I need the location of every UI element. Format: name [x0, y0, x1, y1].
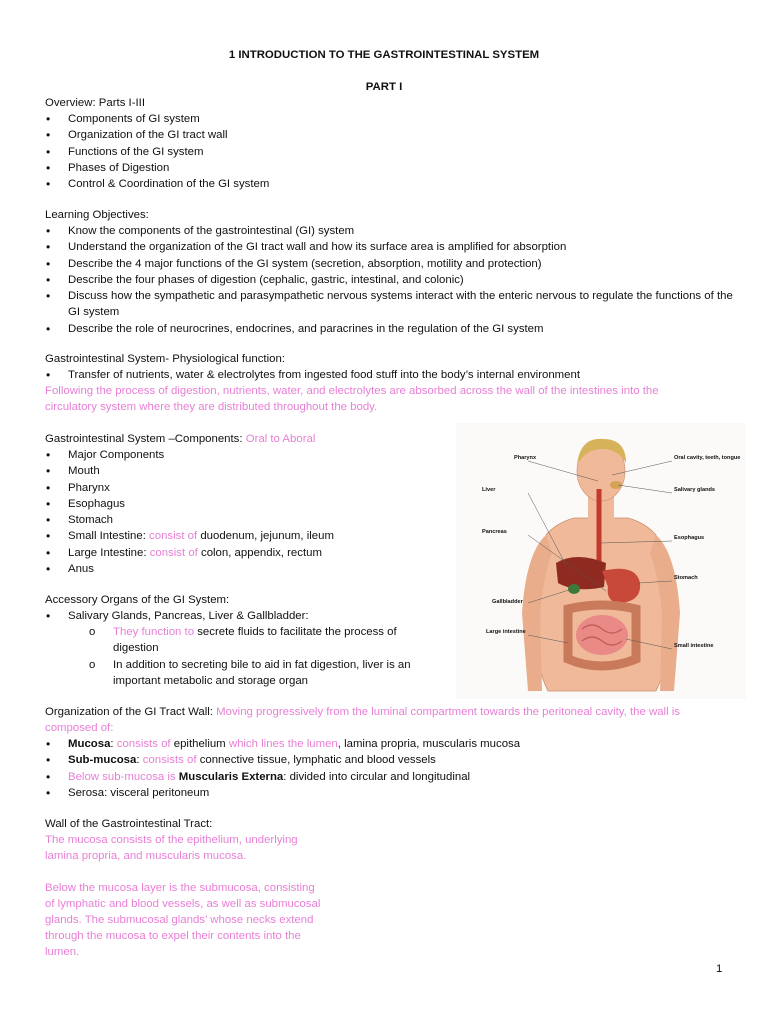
small-intestine-label: Small Intestine: [68, 530, 146, 543]
figure-label-liver: Liver [482, 487, 496, 493]
mucosa-text: , lamina propria, muscularis mucosa [337, 738, 521, 750]
list-item: • Sub-mucosa: consists of connective tissue, lymphatic and blood vessels [45, 752, 520, 768]
accessory-sub-text: secrete fluids to facilitate the process of digestion [113, 626, 397, 655]
large-intestine-text: colon, appendix, rectum [201, 546, 322, 559]
wall-paragraph-line: The mucosa consists of the epithelium, underlying [45, 834, 298, 846]
accessory-heading: Accessory Organs of the GI System: [45, 594, 230, 606]
list-item: • Control & Coordination of the GI system [45, 176, 269, 192]
figure-label-esophagus: Esophagus [674, 535, 705, 541]
list-item: • Mucosa: consists of epithelium which lines the lumen, lamina propria, muscularis mucosa [45, 736, 520, 752]
organization-heading-text: Organization of the GI Tract Wall: [45, 706, 213, 718]
submucosa-label: Sub-mucosa [68, 754, 137, 767]
list-item: • Major Components [45, 447, 334, 463]
components-list [45, 447, 334, 577]
physiology-heading: Gastrointestinal System- Physiological function: [45, 353, 285, 365]
submucosa-text: connective tissue, lymphatic and blood vessels [199, 754, 436, 767]
overview-list [45, 111, 269, 192]
externa-label: Muscularis Externa [178, 770, 284, 783]
figure-label-gallbladder: Gallbladder [492, 599, 523, 605]
gi-anatomy-illustration [456, 423, 746, 699]
list-item: • Know the components of the gastrointestinal (GI) system [45, 223, 738, 239]
submucosa-note: consists of [142, 754, 197, 767]
list-item: • Transfer of nutrients, water & electrolytes from ingested food stuff into the body’s internal environment [45, 367, 580, 383]
objectives-heading: Learning Objectives: [45, 209, 149, 221]
list-item: • Mouth [45, 463, 334, 479]
physiology-note-line: Following the process of digestion, nutrients, water, and electrolytes are absorbed across the wall of the intestines into the [45, 385, 659, 397]
list-item: • Describe the role of neurocrines, endocrines, and paracrines in the regulation of the GI system [45, 321, 738, 337]
physiology-list [45, 367, 580, 383]
list-item: • Understand the organization of the GI tract wall and how its surface area is amplified for absorption [45, 239, 738, 255]
list-item: • Phases of Digestion [45, 160, 269, 176]
accessory-sublist [89, 624, 433, 689]
wall-paragraph-line: lamina propria, and muscularis mucosa. [45, 850, 247, 862]
externa-text: : divided into circular and longitudinal [283, 770, 471, 783]
list-item: • Anus [45, 561, 334, 577]
small-intestine-shape [576, 615, 628, 655]
organization-heading-note-line2: composed of: [45, 722, 114, 734]
list-item: • Pharynx [45, 480, 334, 496]
figure-label-stomach: Stomach [674, 575, 698, 581]
document-title: 1 INTRODUCTION TO THE GASTROINTESTINAL SYSTEM [228, 49, 540, 61]
list-item: • Stomach [45, 512, 334, 528]
sub-list-item: o In addition to secreting bile to aid in fat digestion, liver is an important metabolic and storage organ [89, 657, 433, 690]
physiology-note-line: circulatory system where they are distributed throughout the body. [45, 401, 378, 413]
list-item: • Functions of the GI system [45, 144, 269, 160]
part-heading: PART I [365, 81, 403, 93]
organization-heading [45, 704, 680, 720]
externa-note: Below sub-mucosa is [68, 770, 176, 783]
list-item: • Describe the 4 major functions of the GI system (secretion, absorption, motility and protection) [45, 256, 738, 272]
list-item: • Discuss how the sympathetic and parasympathetic nervous systems interact with the enteric nervous to regulate the functions of the GI system [45, 288, 738, 321]
accessory-list [45, 608, 309, 624]
list-item: • Organization of the GI tract wall [45, 127, 269, 143]
wall-paragraph-2 [45, 880, 320, 960]
small-intestine-note: consist of [149, 530, 198, 543]
wall-paragraph-line: lumen. [45, 946, 80, 958]
figure-label-small-intestine: Small intestine [674, 643, 714, 649]
figure-label-large-intestine: Large intestine [486, 629, 526, 635]
wall-paragraph-line: Below the mucosa layer is the submucosa, consisting [45, 882, 315, 894]
list-item: • Salivary Glands, Pancreas, Liver & Gallbladder: [45, 608, 309, 624]
components-heading-note: Oral to Aboral [245, 433, 316, 445]
mucosa-label: Mucosa [68, 738, 111, 750]
wall-paragraph-1 [45, 832, 298, 864]
list-item: • Esophagus [45, 496, 334, 512]
organization-heading-note: Moving progressively from the luminal compartment towards the peritoneal cavity, the wall is [216, 706, 680, 718]
wall-paragraph-line: through the mucosa to expel their contents into the [45, 930, 301, 942]
list-item [45, 769, 520, 785]
components-heading-text: Gastrointestinal System –Components: [45, 433, 243, 445]
wall-paragraph-line: of lymphatic and blood vessels, as well as submucosal [45, 898, 321, 910]
wall-heading: Wall of the Gastrointestinal Tract: [45, 818, 213, 830]
objectives-list [45, 223, 738, 337]
sub-list-item [89, 624, 433, 657]
large-intestine-label: Large Intestine: [68, 546, 147, 559]
gallbladder-shape [568, 584, 580, 594]
list-item: • Components of GI system [45, 111, 269, 127]
mucosa-note: which lines the lumen [228, 738, 338, 750]
organization-list [45, 736, 520, 801]
list-item [45, 545, 334, 561]
figure-label-salivary-glands: Salivary glands [674, 487, 716, 493]
list-item [45, 528, 334, 544]
wall-paragraph-line: glands. The submucosal glands’ whose necks extend [45, 914, 314, 926]
components-heading [45, 431, 315, 447]
small-intestine-text: duodenum, jejunum, ileum [200, 530, 334, 543]
mucosa-note: consists of [116, 738, 171, 750]
salivary-gland-shape [610, 481, 622, 489]
list-item: • Describe the four phases of digestion (cephalic, gastric, intestinal, and colonic) [45, 272, 738, 288]
list-item: • Serosa: visceral peritoneum [45, 785, 520, 801]
page-number: 1 [716, 963, 723, 975]
gi-anatomy-figure [456, 423, 746, 699]
large-intestine-note: consist of [149, 546, 198, 559]
mucosa-text: epithelium [173, 738, 226, 750]
accessory-sub-note: They function to [113, 626, 195, 638]
figure-label-oral-cavity: Oral cavity, teeth, tongue [674, 455, 741, 461]
figure-label-pancreas: Pancreas [482, 529, 507, 535]
figure-label-pharynx: Pharynx [514, 455, 537, 461]
overview-heading: Overview: Parts I-III [45, 97, 146, 109]
